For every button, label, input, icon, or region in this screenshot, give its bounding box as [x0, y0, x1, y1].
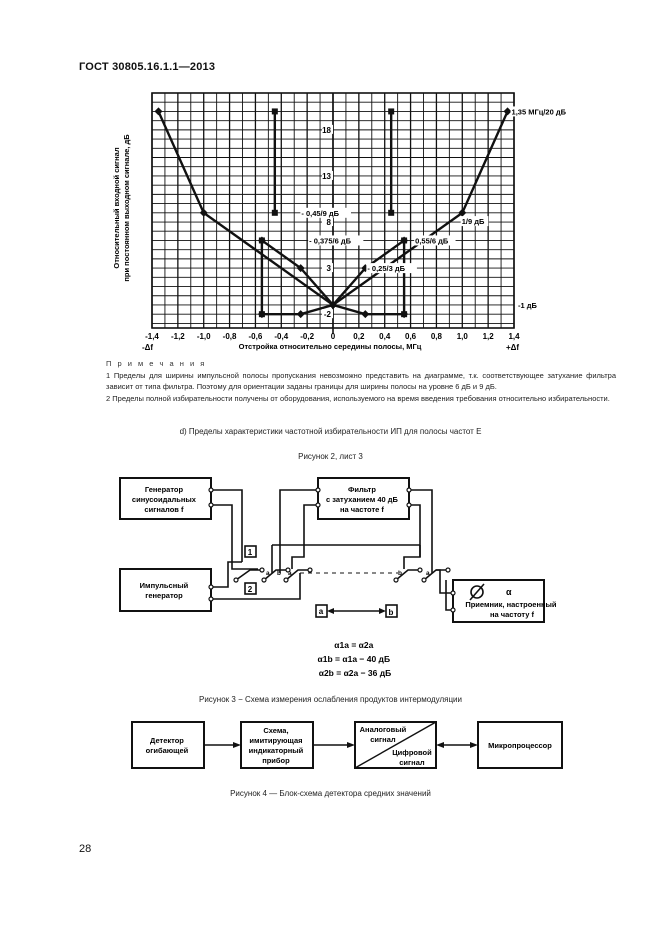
y-tick-label: 13 [322, 171, 331, 181]
y-axis-label-2: при постоянном выходном сигнале, дБ [122, 134, 131, 282]
y-tick-label: -2 [323, 310, 331, 320]
sine-gen-line-3: сигналов f [144, 505, 184, 514]
note-1: 1 Пределы для ширины импульсной полосы пропускания невозможно представить на диаграмме, т.к. соответствующее затухание фильтра зависит от типа фильтра. Поэтому для ориентации заданы границы для ширины полосы на уровне 6 дБ и 9 дБ. [106, 371, 616, 391]
x-tick-label: 1,4 [508, 332, 520, 341]
sine-gen-line-2: синусоидальных [131, 495, 196, 504]
x-tick-label: -0,2 [300, 332, 315, 341]
annotation-label: 0,55/6 дБ [415, 236, 449, 246]
x-axis-label: Отстройка относительно середины полосы, МГц [238, 342, 422, 351]
equation-2: α1b = α1a − 40 дБ [317, 654, 391, 664]
series-bottom-point [361, 310, 369, 318]
page-number: 28 [79, 843, 92, 855]
y-axis-label-1: Относительный входной сигнал [112, 147, 121, 269]
series-right_55-point [401, 311, 407, 317]
fig3-caption: Рисунок 3 − Схема измерения ослабления продуктов интермодуляции [199, 695, 462, 704]
equation-3: α2b = α2a − 36 дБ [318, 668, 392, 678]
series-left_45-point [272, 108, 278, 114]
y-tick-label: 8 [326, 218, 331, 228]
scheme-line-2: имитирующая [249, 736, 303, 745]
analog-line-1: Аналоговый [359, 725, 407, 734]
series-outer-point [504, 107, 512, 115]
equation-1: α1a = α2a [334, 640, 374, 650]
svg-text:α1a = α2a α1b = α1a − 40 д [318, 640, 393, 678]
fig2-subcaption: d) Пределы характеристики частотной избирательности ИП для полосы частот Е [179, 427, 482, 436]
sine-gen-line-1: Генератор [144, 485, 184, 494]
scheme-line-1: Схема, [263, 726, 289, 735]
pulse-gen-line-1: Импульсный [139, 581, 189, 590]
microprocessor-label: Микропроцессор [488, 741, 552, 750]
x-tick-label: 1,0 [456, 332, 468, 341]
series-right_55-point [401, 237, 407, 243]
x-tick-label: 0 [330, 332, 336, 341]
x-tick-label: -1,4 [145, 332, 159, 341]
scheme-line-4: прибор [262, 756, 290, 765]
x-end-right-label: +Δf [506, 343, 520, 352]
series-left_55-point [259, 237, 265, 243]
pulse-generator-box [120, 569, 211, 611]
analog-line-2: сигнал [370, 735, 396, 744]
contact-b-2: b [398, 570, 402, 577]
switch-1-label: 1 [247, 548, 253, 557]
annotation-label: - 0,375/6 дБ [309, 236, 351, 246]
average-detector-diagram [0, 710, 661, 785]
filter-line-1: Фильтр [347, 485, 376, 494]
fig2-caption: Рисунок 2, лист 3 [298, 452, 363, 461]
receiver-alpha: α [506, 587, 512, 597]
y-tick-labels [322, 125, 333, 319]
x-tick-label: 0,8 [430, 332, 442, 341]
x-tick-label: -0,6 [248, 332, 263, 341]
envelope-detector-box [132, 722, 204, 768]
series-bottom-point [297, 310, 305, 318]
annotation-label: - 0,45/9 дБ [301, 208, 340, 218]
series-outer-point [154, 107, 162, 115]
x-end-left-label: -Δf [142, 343, 154, 352]
filter-line-3: на частоте f [340, 505, 384, 514]
svg-text:Генератор синусоидальных [132, 485, 559, 619]
digital-line-2: сигнал [399, 758, 425, 767]
annotation-label: - 0,25/3 дБ [367, 264, 405, 274]
notes-heading: П р и м е ч а н и я [106, 359, 207, 368]
contact-a-2: a [288, 570, 292, 577]
x-tick-label: -1,0 [196, 332, 211, 341]
annotation-label: 1,35 МГц/20 дБ [511, 107, 566, 117]
x-tick-label: 0,4 [379, 332, 391, 341]
x-tick-labels [145, 332, 520, 341]
pulse-gen-line-2: генератор [145, 591, 183, 600]
scheme-line-3: индикаторный [248, 746, 304, 755]
series-left_45-point [272, 210, 278, 216]
fig4-caption: Рисунок 4 — Блок-схема детектора средних значений [230, 789, 431, 798]
document-header: ГОСТ 30805.16.1.1—2013 [79, 61, 216, 73]
chart-annotations [300, 106, 575, 310]
digital-line-1: Цифровой [392, 748, 432, 757]
note-2: 2 Пределы полной избирательности получены от оборудования, используемого на время введения требования относительно избирательности. [106, 394, 610, 403]
intermod-schematic [0, 465, 661, 695]
contact-a-3: a [426, 570, 430, 577]
x-tick-label: -0,4 [274, 332, 289, 341]
filter-line-2: с затуханием 40 дБ [325, 495, 398, 504]
receiver-line-1: Приемник, настроенный [465, 600, 557, 609]
small-b-label: b [388, 608, 394, 617]
x-tick-label: 1,2 [482, 332, 494, 341]
detector-line-1: Детектор [150, 736, 184, 745]
x-tick-label: -1,2 [170, 332, 185, 341]
contact-b-1: b [277, 570, 281, 577]
annotation-label: -1 дБ [518, 300, 537, 310]
switch-2-label: 2 [247, 585, 253, 594]
series-right_45-point [388, 108, 394, 114]
detector-line-2: огибающей [145, 746, 189, 755]
x-tick-label: 0,2 [353, 332, 365, 341]
contact-a-1: a [266, 570, 270, 577]
x-tick-label: 0,6 [405, 332, 417, 341]
selectivity-chart [0, 0, 661, 360]
y-tick-label: 18 [322, 125, 331, 135]
series-left_55-point [259, 311, 265, 317]
receiver-line-2: на частоту f [489, 610, 535, 619]
annotation-label: 1/9 дБ [461, 217, 485, 227]
y-tick-label: 3 [326, 264, 331, 274]
x-tick-label: -0,8 [222, 332, 237, 341]
series-right_45-point [388, 210, 394, 216]
small-a-label: a [318, 607, 324, 616]
